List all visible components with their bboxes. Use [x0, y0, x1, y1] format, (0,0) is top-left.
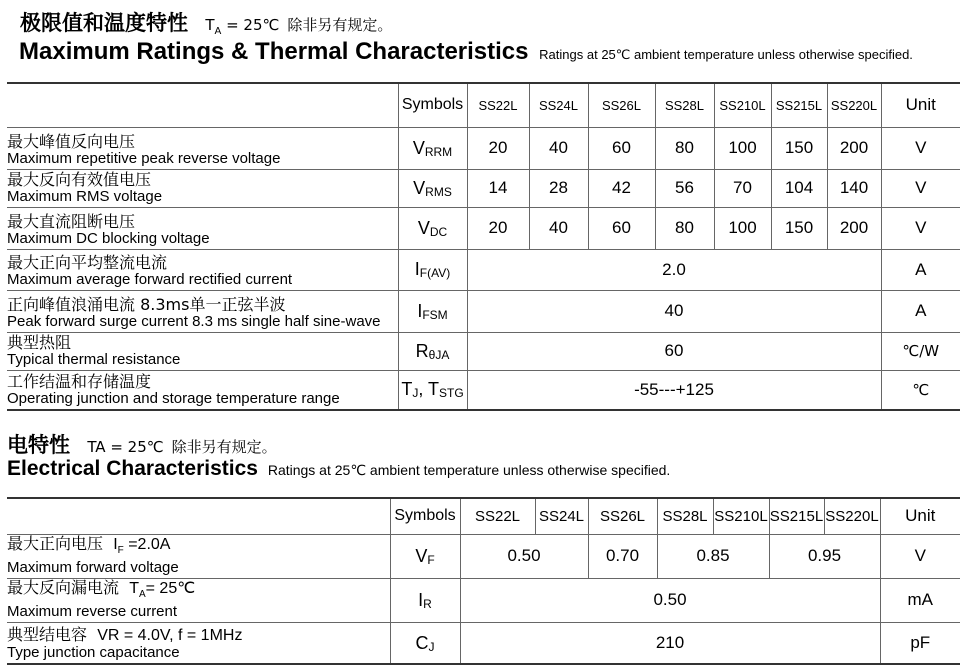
- header-unit: Unit: [880, 498, 960, 534]
- value-cell: 100: [714, 207, 771, 249]
- value-cell: 100: [714, 127, 771, 169]
- value-cell: 80: [655, 207, 714, 249]
- unit-cell: V: [881, 127, 960, 169]
- value-cell: 200: [827, 127, 881, 169]
- table-row: [7, 622, 960, 664]
- table-row: [7, 578, 960, 622]
- section1-title-cn: [20, 7, 392, 37]
- header-symbols: Symbols: [390, 498, 460, 534]
- symbol-cell: $V_{DC}$: [398, 207, 467, 249]
- parameter-en: Type junction capacitance: [7, 644, 180, 662]
- unit-cell: mA: [880, 578, 960, 622]
- value-cell: 80: [655, 127, 714, 169]
- value-cell: 0.85: [657, 534, 769, 578]
- table1-header-row: [7, 83, 960, 127]
- value-cell: 104: [771, 169, 827, 207]
- symbol-cell: $R_{\theta JA}$: [398, 332, 467, 370]
- header-parameter-cell: [7, 83, 398, 127]
- symbol-cell: $I_{FSM}$: [398, 290, 467, 332]
- symbol-cell: $V_{RRM}$: [398, 127, 467, 169]
- header-model: SS26L: [588, 83, 655, 127]
- parameter-en: Operating junction and storage temperature range: [7, 390, 340, 407]
- parameter-cell: [7, 207, 398, 249]
- parameter-en: Typical thermal resistance: [7, 350, 181, 368]
- value-cell: 14: [467, 169, 529, 207]
- parameter-en: Peak forward surge current 8.3 ms single half sine-wave: [7, 312, 381, 330]
- header-model: SS24L: [535, 498, 588, 534]
- section1-condition-note: 除非另有规定。: [287, 16, 393, 34]
- header-model: SS215L: [771, 83, 827, 127]
- section1-condition: $T_A$ = 25℃ 除非另有规定。: [205, 16, 393, 37]
- unit-cell: V: [881, 207, 960, 249]
- header-model: SS210L: [713, 498, 769, 534]
- unit-cell: ℃/W: [881, 332, 960, 370]
- section2-title-en: [7, 457, 670, 481]
- parameter-cn: 典型结电容 VR = 4.0V, f = 1MHz: [7, 625, 243, 645]
- symbol-cell: $C_J$: [390, 622, 460, 664]
- header-model: SS22L: [467, 83, 529, 127]
- header-model: SS26L: [588, 498, 657, 534]
- parameter-en: Maximum forward voltage: [7, 558, 179, 576]
- parameter-cell: [7, 169, 398, 207]
- value-cell: 0.95: [769, 534, 880, 578]
- section2-title-en-text: Electrical Characteristics: [7, 457, 258, 480]
- table-row: [7, 534, 960, 578]
- parameter-en: Maximum repetitive peak reverse voltage: [7, 149, 281, 167]
- symbol-cell: $T_J$, $T_{STG}$: [398, 370, 467, 410]
- section1-title-en: [19, 38, 913, 66]
- value-cell: 60: [588, 207, 655, 249]
- header-model: SS28L: [655, 83, 714, 127]
- section2-title-cn: [7, 429, 277, 459]
- parameter-cn: 正向峰值浪涌电流 8.3ms单一正弦半波: [7, 294, 286, 314]
- unit-cell: V: [880, 534, 960, 578]
- value-cell: 40: [529, 127, 588, 169]
- table-row: [7, 127, 960, 169]
- symbol-cell: $I_R$: [390, 578, 460, 622]
- parameter-cn: 最大正向电压 $I_F =2.0A$: [7, 534, 171, 556]
- section1-title-en-text: Maximum Ratings & Thermal Characteristics: [19, 38, 529, 65]
- value-cell: 70: [714, 169, 771, 207]
- parameter-cell: [7, 290, 398, 332]
- value-cell: 2.0: [467, 249, 881, 290]
- parameter-cn: 典型热阻: [7, 332, 72, 352]
- parameter-cn: 最大反向漏电流 $T_A=$ 25℃: [7, 578, 196, 600]
- value-cell: 40: [467, 290, 881, 332]
- header-model: SS24L: [529, 83, 588, 127]
- value-cell: 40: [529, 207, 588, 249]
- parameter-en: Maximum reverse current: [7, 602, 178, 620]
- table-row: [7, 290, 960, 332]
- parameter-cell: [7, 534, 390, 578]
- symbol-cell: $V_F$: [390, 534, 460, 578]
- unit-cell: V: [881, 169, 960, 207]
- symbol-cell: $V_{RMS}$: [398, 169, 467, 207]
- value-cell: 210: [460, 622, 880, 664]
- parameter-cn: 最大反向有效值电压: [7, 169, 152, 189]
- value-cell: 0.50: [460, 578, 880, 622]
- table-row: [7, 370, 960, 410]
- value-cell: 56: [655, 169, 714, 207]
- electrical-characteristics-table: [7, 497, 960, 665]
- value-cell: 28: [529, 169, 588, 207]
- section1-title-cn-text: 极限值和温度特性: [20, 11, 188, 35]
- value-cell: -55---+125: [467, 370, 881, 410]
- value-cell: 42: [588, 169, 655, 207]
- header-unit: Unit: [881, 83, 960, 127]
- value-cell: 0.70: [588, 534, 657, 578]
- section2-condition: TA = 25℃ 除非另有规定。: [87, 438, 277, 456]
- table2-header-row: [7, 498, 960, 534]
- parameter-cell: [7, 249, 398, 290]
- value-cell: 0.50: [460, 534, 588, 578]
- unit-cell: pF: [880, 622, 960, 664]
- header-model: SS215L: [769, 498, 824, 534]
- parameter-cell: [7, 127, 398, 169]
- parameter-en: Maximum DC blocking voltage: [7, 229, 210, 247]
- unit-cell: A: [881, 290, 960, 332]
- parameter-cn: 最大峰值反向电压: [7, 131, 136, 151]
- parameter-cell: [7, 578, 390, 622]
- value-cell: 60: [588, 127, 655, 169]
- section1-ratings-note: Ratings at 25℃ ambient temperature unless otherwise specified.: [539, 47, 913, 62]
- section2-ratings-note: Ratings at 25℃ ambient temperature unless otherwise specified.: [267, 462, 671, 478]
- table-row: [7, 332, 960, 370]
- value-cell: 150: [771, 127, 827, 169]
- header-symbols: Symbols: [398, 83, 467, 127]
- section2-title-cn-text: 电特性: [7, 433, 70, 457]
- parameter-en: Maximum average forward rectified current: [7, 270, 293, 288]
- value-cell: 20: [467, 207, 529, 249]
- table-row: [7, 207, 960, 249]
- header-model: SS22L: [460, 498, 535, 534]
- value-cell: 60: [467, 332, 881, 370]
- parameter-cn: 最大直流阻断电压: [7, 211, 136, 231]
- parameter-cell: [7, 370, 398, 410]
- table-row: [7, 249, 960, 290]
- header-model: SS210L: [714, 83, 771, 127]
- parameter-cell: [7, 332, 398, 370]
- header-model: SS28L: [657, 498, 713, 534]
- section2-condition-note: 除非另有规定。: [171, 438, 277, 456]
- value-cell: 150: [771, 207, 827, 249]
- value-cell: 140: [827, 169, 881, 207]
- parameter-cn: 最大正向平均整流电流: [7, 252, 168, 272]
- unit-cell: A: [881, 249, 960, 290]
- symbol-cell: $I_{F(AV)}$: [398, 249, 467, 290]
- unit-cell: ℃: [881, 370, 960, 410]
- table-row: [7, 169, 960, 207]
- header-parameter-cell: [7, 498, 390, 534]
- value-cell: 200: [827, 207, 881, 249]
- value-cell: 20: [467, 127, 529, 169]
- parameter-cn: 工作结温和存储温度: [7, 372, 152, 391]
- parameter-en: Maximum RMS voltage: [7, 187, 163, 205]
- header-model: SS220L: [824, 498, 880, 534]
- maximum-ratings-table: [7, 82, 960, 411]
- parameter-cell: [7, 622, 390, 664]
- header-model: SS220L: [827, 83, 881, 127]
